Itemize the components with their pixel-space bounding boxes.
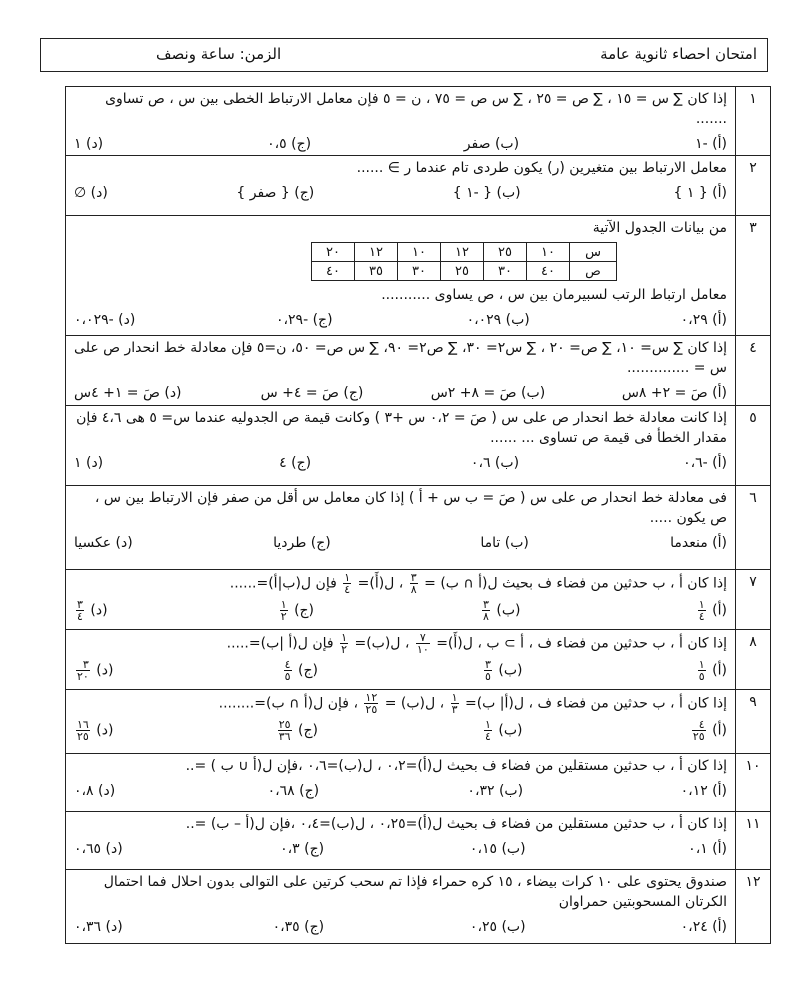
option-c[interactable]: (ج) طرديا xyxy=(273,535,331,551)
question-number: ٣ xyxy=(736,216,771,336)
option-b[interactable]: (ب) ٠،٦ xyxy=(470,455,520,471)
option-b[interactable]: (ب) { -١ } xyxy=(452,185,521,201)
option-d[interactable]: (د) -٠،٠٢٩ xyxy=(74,312,136,328)
options xyxy=(74,599,727,622)
question-number: ١ xyxy=(736,87,771,156)
option-b[interactable]: (ب) ٠،٢٥ xyxy=(469,919,526,935)
question-text: معامل الارتباط بين متغيرين (ر) يكون طردى تام عندما ر ∋ ...... xyxy=(356,160,727,176)
option-c[interactable]: (ج) $\frac{٤}{٥}$ xyxy=(284,658,318,683)
question-text: صندوق يحتوى على ١٠ كرات بيضاء ، ١٥ كره حمراء فإذا تم سحب كرتين على التوالى بدون احلال فما احتمال الكرتان المسحوبتين حمراوان xyxy=(103,874,727,910)
option-c[interactable]: (ج) $\frac{١}{٢}$ xyxy=(280,598,315,623)
option-d[interactable]: (د) ٠،٦٥ xyxy=(74,841,123,857)
option-c[interactable]: (ج) ٠،٣ xyxy=(280,841,325,857)
question-text: إذا كان ∑ س= ١٠، ∑ ص= ٢٠ ، ∑ س٢= ٣٠، ∑ ص٢= ٩٠، ∑ س ص= ٥٠، ن=٥ فإن معادلة خط انحدار ص على س = .............. xyxy=(74,340,727,376)
option-a[interactable]: (أ) -١ xyxy=(695,136,727,152)
fraction: $\frac{١٢}{٢٥}$ xyxy=(365,691,378,716)
options xyxy=(74,382,727,404)
option-c[interactable]: (ج) -٠،٢٩ xyxy=(275,312,333,328)
question-text: إذا كانت معادلة خط انحدار ص على س ( صَ = ٠،٢ س +٣ ) وكانت قيمة ص الجدوليه عندما س= ٥ هى ٤،٦ فإن مقدار الخطأ فى قيمة ص تساوى ... ...... xyxy=(76,410,727,446)
question-text: إذا كان أ ، ب حدثين من فضاء ف ، ل(أ| ب)= $\frac{١}{٣}$ ، ل(ب) = $\frac{١٢}{٢٥}$ ، فإن ل(أ ∩ ب)=........ xyxy=(218,691,727,716)
option-c[interactable]: (ج) ٤ xyxy=(279,455,312,471)
question-number: ٢ xyxy=(736,156,771,216)
data-cell: ١٠ xyxy=(398,243,441,262)
question-number: ٦ xyxy=(736,486,771,570)
data-row-label: س xyxy=(570,243,617,262)
options xyxy=(74,780,727,802)
option-a[interactable]: (أ) $\frac{٤}{٢٥}$ xyxy=(692,718,727,743)
option-a[interactable]: (أ) ٠،٢٤ xyxy=(680,919,727,935)
data-cell: ٤٠ xyxy=(312,262,355,281)
fraction: $\frac{٧}{١٠}$ xyxy=(416,631,429,656)
question-row xyxy=(66,216,771,336)
question-text: إذا كان ∑ س = ١٥ ، ∑ ص = ٢٥ ، ∑ س ص = ٧٥ ، ن = ٥ فإن معامل الارتباط الخطى بين س ، ص تساوى ....... xyxy=(105,91,727,127)
question-number: ٥ xyxy=(736,406,771,486)
option-b[interactable]: (ب) $\frac{٣}{٥}$ xyxy=(485,658,523,683)
options xyxy=(74,309,727,331)
questions-table xyxy=(65,86,771,944)
fraction: $\frac{١}{٣}$ xyxy=(451,691,458,716)
data-cell: ١٠ xyxy=(527,243,570,262)
option-a[interactable]: (أ) صَ = ٢+ ٨س xyxy=(621,385,727,401)
option-b[interactable]: (ب) ٠،٠٢٩ xyxy=(466,312,530,328)
options xyxy=(74,719,727,742)
option-a[interactable]: (أ) ٠،١٢ xyxy=(680,783,727,799)
question-row xyxy=(66,870,771,944)
question-text-continued: معامل ارتباط الرتب لسبيرمان بين س ، ص يساوى ........... xyxy=(381,287,727,303)
option-b[interactable]: (ب) ٠،٣٢ xyxy=(467,783,524,799)
option-a[interactable]: (أ) منعدما xyxy=(670,535,727,551)
option-c[interactable]: (ج) $\frac{٢٥}{٣٦}$ xyxy=(278,718,318,743)
option-b[interactable]: (ب) صفر xyxy=(463,136,520,152)
question-text: إذا كان أ ، ب حدثين مستقلين من فضاء ف بحيث ل(أ)=٠،٢٥ ، ل(ب)=٠،٤ ،فإن ل(أ – ب) =.. xyxy=(185,816,727,832)
question-row xyxy=(66,630,771,690)
options xyxy=(74,916,727,938)
question-row xyxy=(66,812,771,870)
option-b[interactable]: (ب) $\frac{١}{٤}$ xyxy=(485,718,523,743)
option-d[interactable]: (د) ١ xyxy=(74,136,104,152)
question-row xyxy=(66,156,771,216)
question-row xyxy=(66,570,771,630)
data-cell: ١٢ xyxy=(355,243,398,262)
option-c[interactable]: (ج) ٠،٥ xyxy=(267,136,312,152)
question-number: ٧ xyxy=(736,570,771,630)
data-cell: ٢٥ xyxy=(484,243,527,262)
data-cell: ٢٥ xyxy=(441,262,484,281)
option-d[interactable]: (د) $\frac{٣}{٢٠}$ xyxy=(77,658,114,683)
question-number: ١٠ xyxy=(736,754,771,812)
option-d[interactable]: (د) عكسيا xyxy=(73,535,133,551)
data-table xyxy=(311,242,617,281)
question-row xyxy=(66,87,771,156)
option-b[interactable]: (ب) صَ = ٨+ ٢س xyxy=(430,385,546,401)
question-number: ٤ xyxy=(736,336,771,406)
options xyxy=(74,838,727,860)
question-text: إذا كان أ ، ب حدثين من فضاء ف ، أ ⊃ ب ، ل(أَ)= $\frac{٧}{١٠}$ ، ل(ب)= $\frac{١}{٢}$ فإن ل(أ |ب)=..... xyxy=(226,631,727,656)
option-a[interactable]: (أ) { ١ } xyxy=(673,185,727,201)
data-cell: ٣٠ xyxy=(398,262,441,281)
data-cell: ٣٠ xyxy=(484,262,527,281)
option-c[interactable]: (ج) { صفر } xyxy=(236,185,315,201)
options xyxy=(74,532,727,554)
option-d[interactable]: (د) $\frac{٣}{٤}$ xyxy=(77,598,108,623)
option-b[interactable]: (ب) $\frac{٣}{٨}$ xyxy=(483,598,521,623)
data-cell: ٤٠ xyxy=(527,262,570,281)
options xyxy=(74,182,727,204)
option-c[interactable]: (ج) ٠،٦٨ xyxy=(267,783,320,799)
option-d[interactable]: (د) ∅ xyxy=(74,185,108,201)
option-a[interactable]: (أ) $\frac{١}{٥}$ xyxy=(698,658,727,683)
option-a[interactable]: (أ) $\frac{١}{٤}$ xyxy=(698,598,727,623)
question-number: ١٢ xyxy=(736,870,771,944)
fraction: $\frac{١}{٤}$ xyxy=(344,571,351,596)
question-row xyxy=(66,754,771,812)
data-row-label: ص xyxy=(570,262,617,281)
exam-title: امتحان احصاء ثانوية عامة xyxy=(600,45,757,63)
question-text: فى معادلة خط انحدار ص على س ( صَ = ب س + أ ) إذا كان معامل س أقل من صفر فإن الارتباط بين س ، ص يكون ..... xyxy=(94,490,727,526)
option-a[interactable]: (أ) ٠،٢٩ xyxy=(680,312,727,328)
fraction: $\frac{٣}{٨}$ xyxy=(410,571,417,596)
question-text: إذا كان أ ، ب حدثين من فضاء ف بحيث ل(أ ∩ ب) = $\frac{٣}{٨}$ ، ل(أَ)= $\frac{١}{٤}$ فإن ل(ب|أ)=...... xyxy=(229,571,727,596)
question-row xyxy=(66,336,771,406)
option-b[interactable]: (ب) ٠،١٥ xyxy=(469,841,526,857)
question-text: إذا كان أ ، ب حدثين مستقلين من فضاء ف بحيث ل(أ)=٠،٢ ، ل(ب)=٠،٦ ،فإن ل(أ ∪ ب ) =.. xyxy=(185,758,727,774)
data-cell: ٢٠ xyxy=(312,243,355,262)
option-d[interactable]: (د) ٠،٣٦ xyxy=(74,919,123,935)
option-d[interactable]: (د) $\frac{١٦}{٢٥}$ xyxy=(77,718,114,743)
fraction: $\frac{١}{٢}$ xyxy=(341,631,348,656)
options xyxy=(74,659,727,682)
question-row xyxy=(66,690,771,754)
option-c[interactable]: (ج) صَ = ٤+ س xyxy=(260,385,364,401)
data-cell: ١٢ xyxy=(441,243,484,262)
question-number: ٩ xyxy=(736,690,771,754)
question-row xyxy=(66,486,771,570)
option-d[interactable]: (د) ٠،٨ xyxy=(74,783,116,799)
option-c[interactable]: (ج) ٠،٣٥ xyxy=(272,919,325,935)
question-number: ٨ xyxy=(736,630,771,690)
options xyxy=(74,452,727,474)
option-d[interactable]: (د) صَ = ١+ ٤س xyxy=(74,385,182,401)
exam-header xyxy=(40,38,768,72)
data-cell: ٣٥ xyxy=(355,262,398,281)
option-b[interactable]: (ب) تاما xyxy=(480,535,529,551)
option-a[interactable]: (أ) -٠،٦ xyxy=(683,455,727,471)
options xyxy=(74,133,727,155)
question-text: من بيانات الجدول الآتية xyxy=(592,220,727,236)
option-d[interactable]: (د) ١ xyxy=(74,455,104,471)
question-number: ١١ xyxy=(736,812,771,870)
exam-time: الزمن: ساعة ونصف xyxy=(156,45,282,63)
option-a[interactable]: (أ) ٠،١ xyxy=(688,841,727,857)
question-row xyxy=(66,406,771,486)
